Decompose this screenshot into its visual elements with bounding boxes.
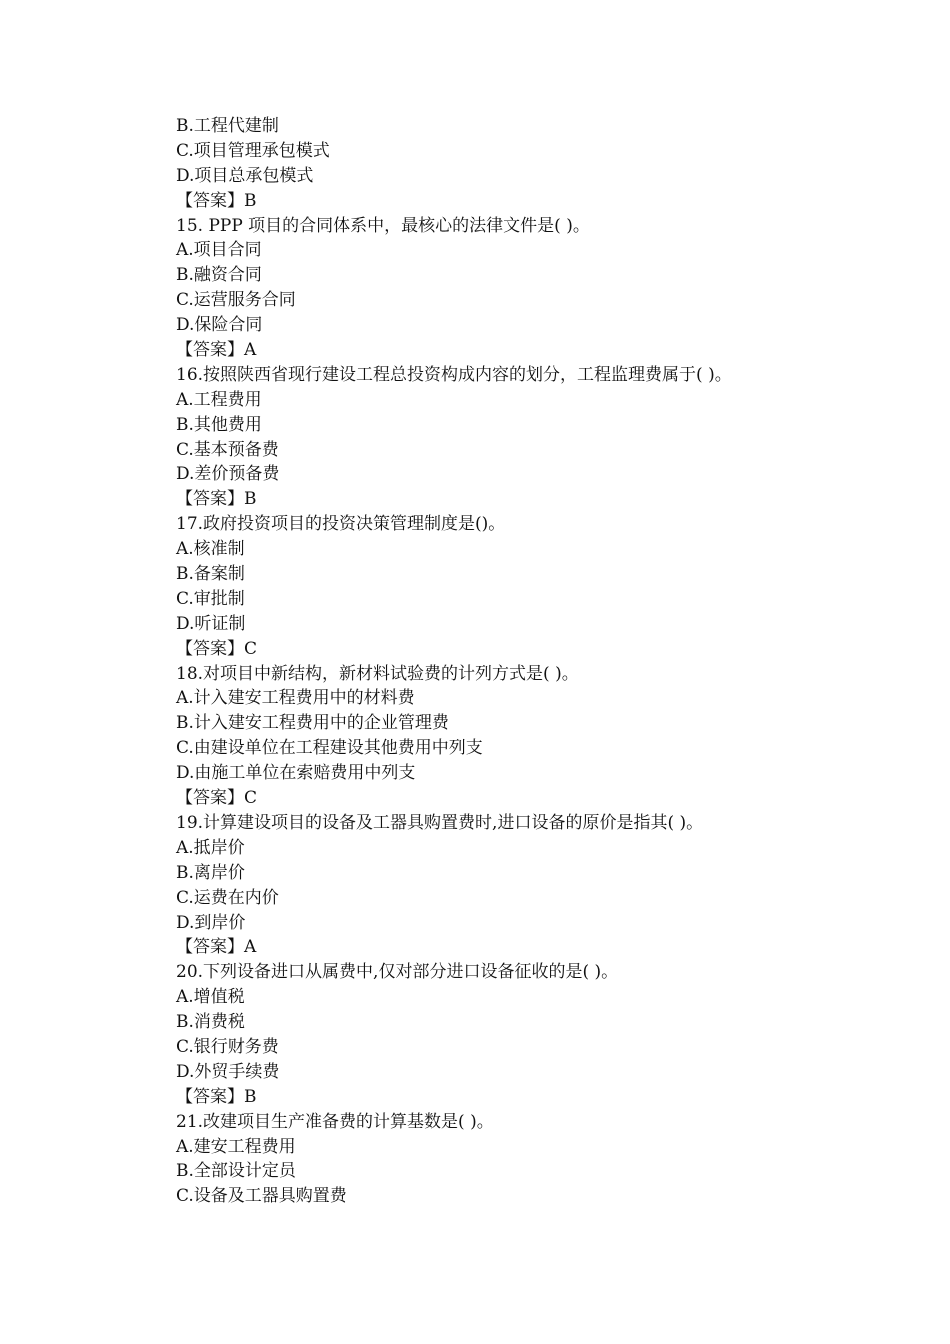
text-line: C.基本预备费 <box>176 439 279 460</box>
text-line: D.听证制 <box>176 613 246 634</box>
text-line: C.银行财务费 <box>176 1036 279 1057</box>
text-line: A.项目合同 <box>176 240 262 261</box>
text-line: C.项目管理承包模式 <box>176 140 330 161</box>
text-line: 15. PPP 项目的合同体系中，最核心的法律文件是( )。 <box>176 215 590 236</box>
text-line: B.工程代建制 <box>176 116 279 136</box>
text-line: A.增值税 <box>176 987 245 1008</box>
text-line: C.审批制 <box>176 588 245 609</box>
text-line: B.计入建安工程费用中的企业管理费 <box>176 713 449 734</box>
text-line: B.融资合同 <box>176 265 262 286</box>
text-line: 【答案】C <box>176 638 258 659</box>
text-line: C.由建设单位在工程建设其他费用中列支 <box>176 738 483 759</box>
text-line: C.设备及工器具购置费 <box>176 1186 347 1207</box>
text-line: A.建安工程费用 <box>176 1136 296 1157</box>
text-line: 【答案】C <box>176 788 258 809</box>
text-line: 19.计算建设项目的设备及工器具购置费时,进口设备的原价是指其( )。 <box>176 812 704 833</box>
text-line: D.项目总承包模式 <box>176 165 314 186</box>
text-line: 18.对项目中新结构，新材料试验费的计列方式是( )。 <box>176 663 579 684</box>
text-line: B.其他费用 <box>176 414 262 435</box>
text-line: A.工程费用 <box>176 389 262 410</box>
text-line: 【答案】A <box>176 340 257 361</box>
text-line: C.运营服务合同 <box>176 290 296 311</box>
text-line: 17.政府投资项目的投资决策管理制度是()。 <box>176 514 506 535</box>
text-line: D.由施工单位在索赔费用中列支 <box>176 763 416 784</box>
text-line: 【答案】B <box>176 1086 257 1107</box>
text-line: D.到岸价 <box>176 912 246 933</box>
text-line: B.消费税 <box>176 1012 245 1033</box>
text-line: D.保险合同 <box>176 315 263 336</box>
text-line: D.差价预备费 <box>176 464 280 485</box>
text-line: A.核准制 <box>176 539 245 560</box>
text-line: D.外贸手续费 <box>176 1061 280 1082</box>
text-line: 【答案】A <box>176 937 257 958</box>
text-line: A.计入建安工程费用中的材料费 <box>176 688 415 709</box>
text-line: C.运费在内价 <box>176 887 279 908</box>
text-line: 21.改建项目生产准备费的计算基数是( )。 <box>176 1111 494 1132</box>
text-line: A.抵岸价 <box>176 837 245 858</box>
text-line: 【答案】B <box>176 489 257 510</box>
text-line: B.全部设计定员 <box>176 1161 296 1182</box>
text-line: 16.按照陕西省现行建设工程总投资构成内容的划分，工程监理费属于( )。 <box>176 364 732 385</box>
text-line: B.离岸价 <box>176 862 245 883</box>
document-body <box>176 114 876 1209</box>
text-line: 【答案】B <box>176 190 257 211</box>
text-line: 20.下列设备进口从属费中,仅对部分进口设备征收的是( )。 <box>176 962 619 983</box>
text-line: B.备案制 <box>176 564 245 585</box>
